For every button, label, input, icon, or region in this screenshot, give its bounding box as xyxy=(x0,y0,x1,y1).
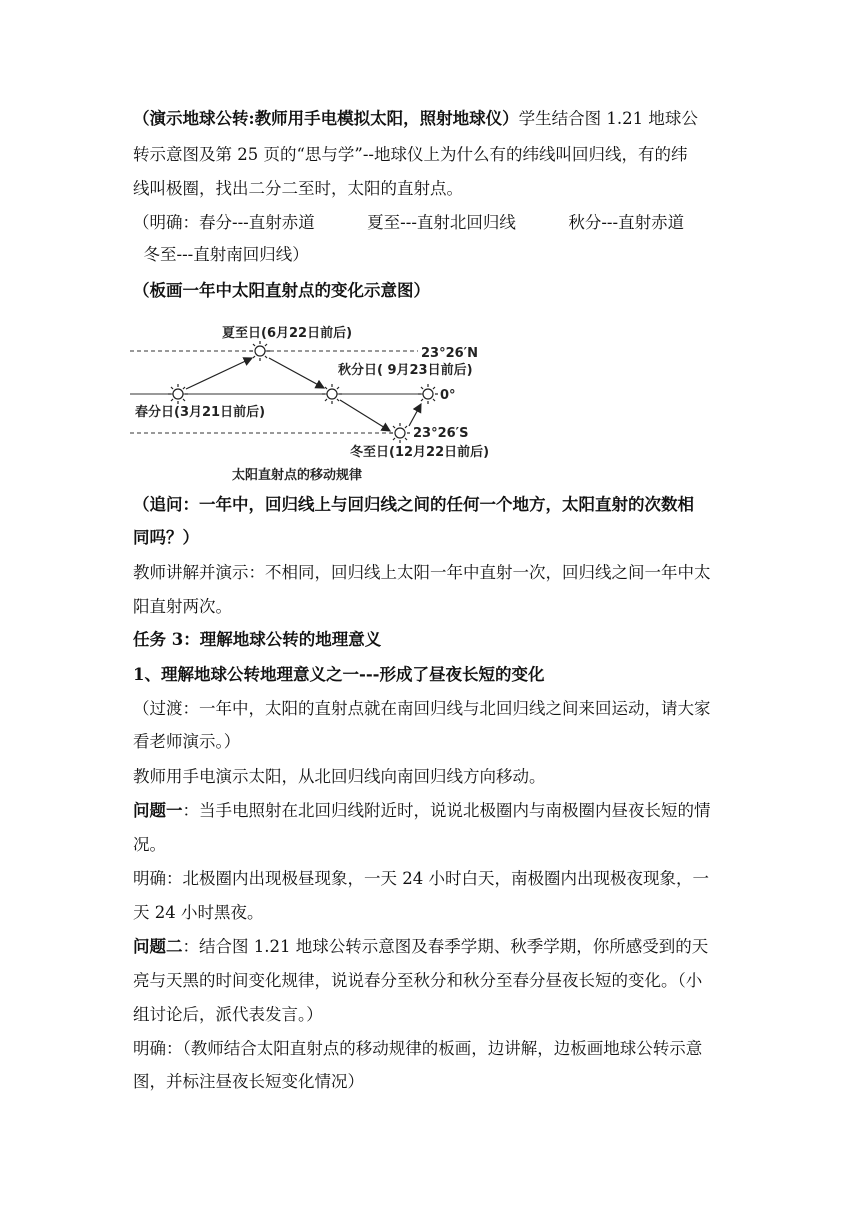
subsolar-point-diagram xyxy=(128,316,498,492)
summer-solstice-label: 夏至日(6月22日前后) xyxy=(222,326,353,341)
body-text: ：结合图 1.21 地球公转示意图及春季学期、秋季学期，你所感受到的天 xyxy=(182,937,709,956)
south-latitude-label: 23°26′S xyxy=(413,426,469,441)
paragraph-line xyxy=(133,108,698,130)
spring-equinox-label: 春分日(3月21日前后) xyxy=(135,405,266,420)
diagram-caption: 太阳直射点的移动规律 xyxy=(232,468,363,483)
paragraph-line: 亮与天黑的时间变化规律，说说春分至秋分和秋分至春分昼夜长短的变化。（小 xyxy=(133,971,703,990)
paragraph-line: 看老师演示。） xyxy=(133,732,241,751)
equator-label: 0° xyxy=(440,388,456,403)
sun-icon xyxy=(250,341,270,361)
body-text: 学生结合图 1.21 地球公 xyxy=(518,109,698,128)
paragraph-line: 图，并标注昼夜长短变化情况） xyxy=(133,1072,364,1091)
paragraph-line: 况。 xyxy=(133,835,166,854)
paragraph-line: 天 24 小时黑夜。 xyxy=(133,903,264,922)
paragraph-line xyxy=(133,936,708,958)
movement-arrow xyxy=(409,404,421,426)
sun-icon xyxy=(322,384,342,404)
winter-solstice-label: 冬至日(12月22日前后) xyxy=(350,445,490,460)
paragraph-line: 阳直射两次。 xyxy=(133,597,232,616)
bold-text: （演示地球公转:教师用手电模拟太阳，照射地球仪） xyxy=(133,109,519,128)
paragraph-line: 转示意图及第 25 页的“思与学”--地球仪上为什么有的纬线叫回归线，有的纬 xyxy=(133,145,688,164)
body-text: ：当手电照射在北回归线附近时，说说北极圈内与南极圈内昼夜长短的情 xyxy=(182,801,711,820)
paragraph-line: 组讨论后，派代表发言。） xyxy=(133,1005,323,1024)
section-heading: （板画一年中太阳直射点的变化示意图） xyxy=(133,281,430,300)
sun-icon xyxy=(418,384,438,404)
paragraph-line: （追问：一年中，回归线上与回归线之间的任何一个地方，太阳直射的次数相 xyxy=(133,495,694,514)
paragraph-line: 明确：（教师结合太阳直射点的移动规律的板画，边讲解，边板画地球公转示意 xyxy=(133,1039,703,1058)
paragraph-line: 教师用手电演示太阳，从北回归线向南回归线方向移动。 xyxy=(133,767,546,786)
bold-text: 问题二 xyxy=(133,937,183,956)
paragraph-line: （过渡：一年中，太阳的直射点就在南回归线与北回归线之间来回运动，请大家 xyxy=(133,699,711,718)
movement-arrow xyxy=(186,358,252,389)
paragraph-line xyxy=(133,800,711,822)
bold-text: 问题一 xyxy=(133,801,183,820)
section-heading: 1、理解地球公转地理意义之一---形成了昼夜长短的变化 xyxy=(133,665,545,684)
paragraph-line: （明确：春分---直射赤道 夏至---直射北回归线 秋分---直射赤道 xyxy=(133,213,685,232)
sun-icon xyxy=(168,384,188,404)
paragraph-line: 教师讲解并演示：不相同，回归线上太阳一年中直射一次，回归线之间一年中太 xyxy=(133,563,711,582)
movement-arrow xyxy=(340,400,390,431)
north-latitude-label: 23°26′N xyxy=(421,346,478,361)
paragraph-line: 冬至---直射南回归线） xyxy=(133,245,309,264)
paragraph-line: 同吗？） xyxy=(133,528,199,547)
paragraph-line: 线叫极圈，找出二分二至时，太阳的直射点。 xyxy=(133,179,463,198)
autumn-equinox-label: 秋分日( 9月23日前后) xyxy=(338,363,473,378)
movement-arrow xyxy=(269,358,324,388)
paragraph-line: 明确：北极圈内出现极昼现象，一天 24 小时白天，南极圈内出现极夜现象，一 xyxy=(133,869,709,888)
section-heading: 任务 3：理解地球公转的地理意义 xyxy=(133,630,382,649)
sun-icon xyxy=(390,423,410,443)
